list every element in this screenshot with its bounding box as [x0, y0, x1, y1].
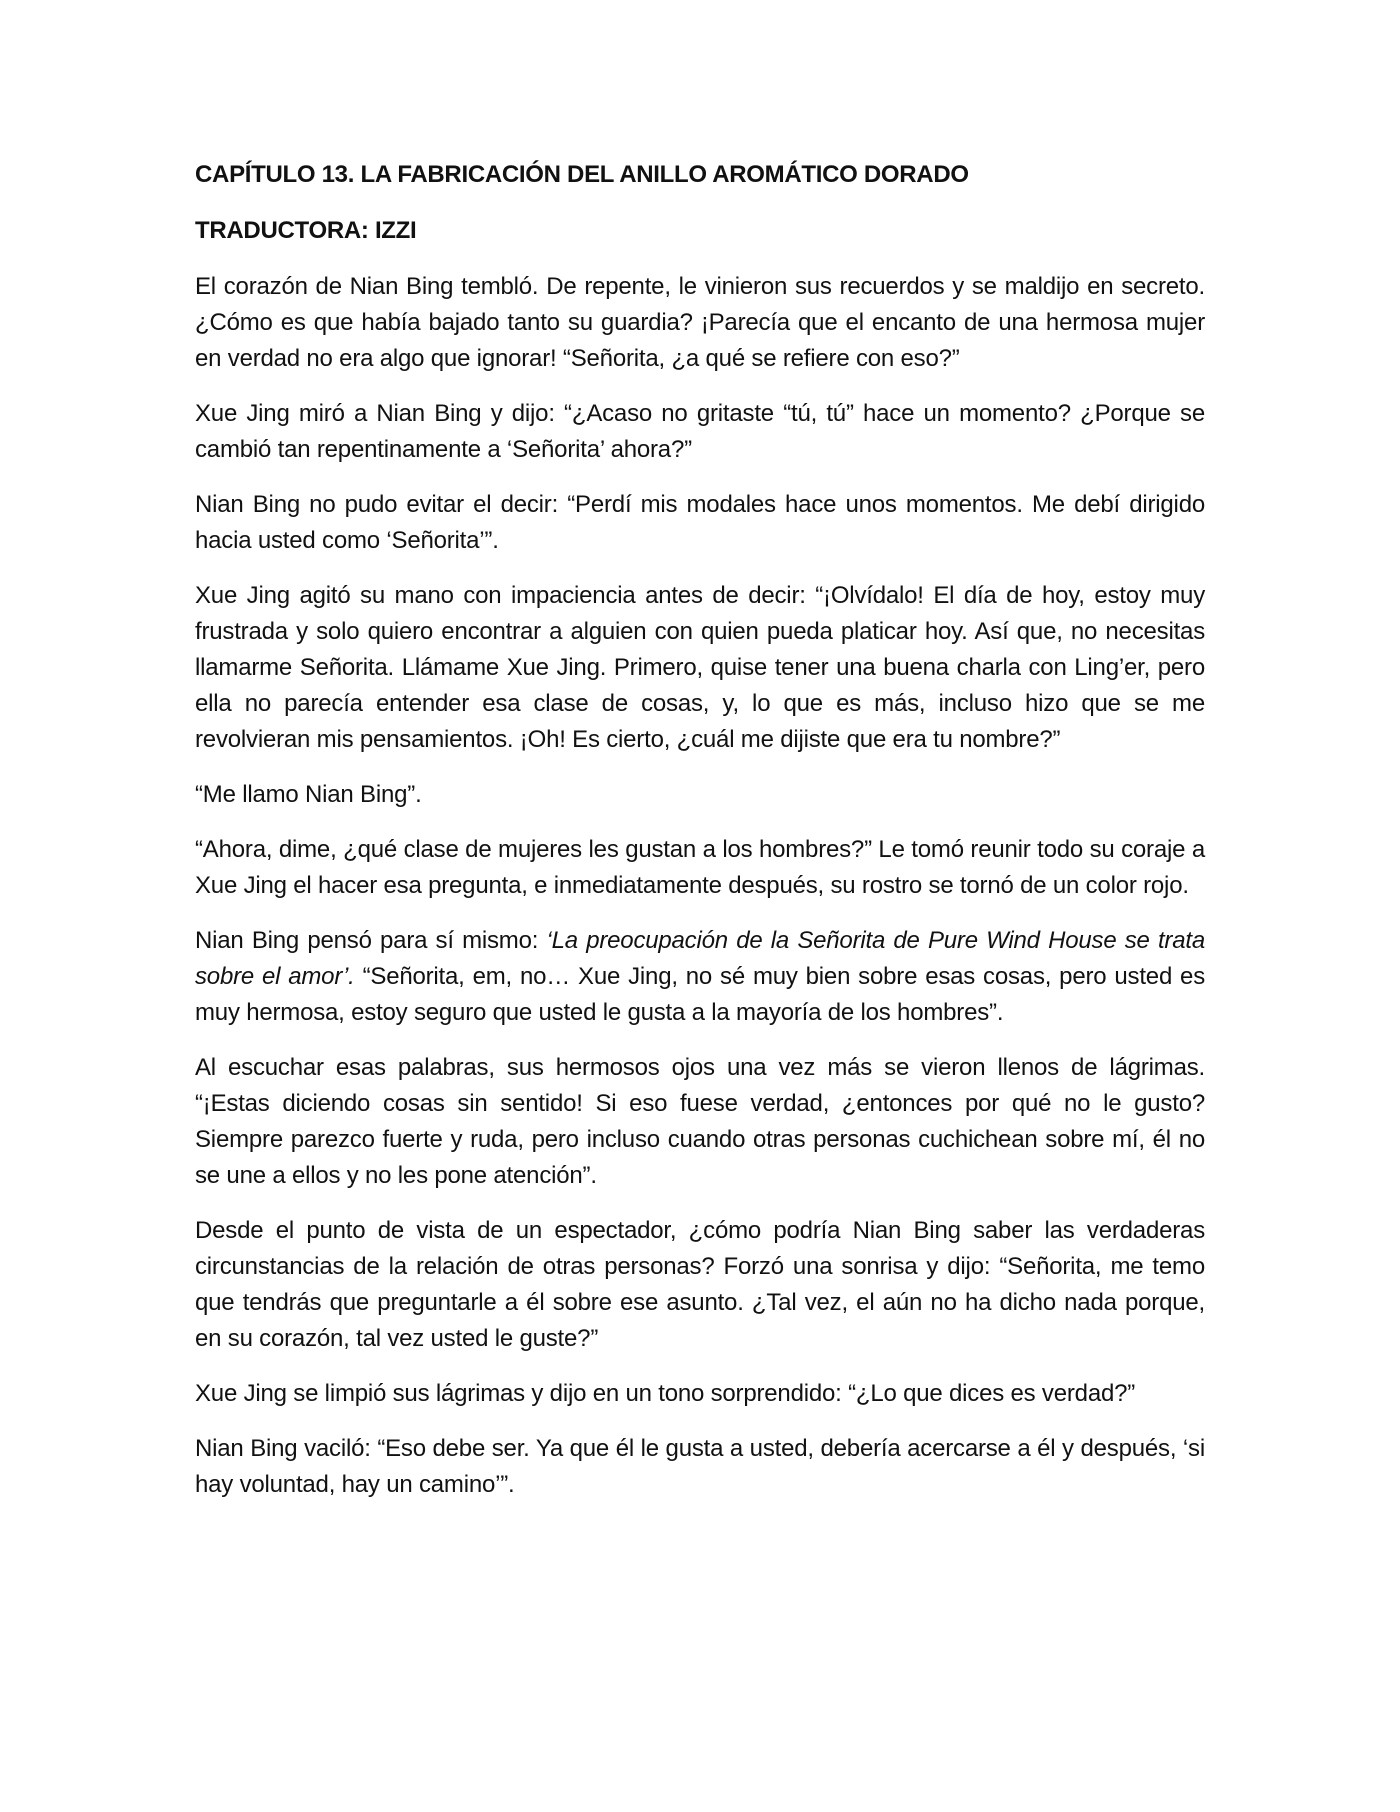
paragraph-text: “Señorita, em, no… Xue Jing, no sé muy bien sobre esas cosas, pero usted es muy hermosa, estoy seguro que usted le gusta a la mayoría de los hombres”. [195, 963, 1206, 1026]
translator-credit: TRADUCTORA: IZZI [195, 217, 417, 244]
paragraph: Xue Jing miró a Nian Bing y dijo: “¿Acaso no gritaste “tú, tú” hace un momento? ¿Porque se cambió tan repentinamente a ‘Señorita’ ahora?” [195, 400, 1205, 463]
italic-thought: ‘La preocupación de la Señorita de Pure Wind House se trata sobre el amor’. [195, 927, 1205, 990]
paragraph: Xue Jing agitó su mano con impaciencia antes de decir: “¡Olvídalo! El día de hoy, estoy muy frustrada y solo quiero encontrar a alguien con quien pueda platicar hoy. Así que, no necesitas llamarme Señorita. Llámame Xue Jing. Primero, quise tener una buena charla con Ling’er, pero ella no parecía entender esa clase de cosas, y, lo que es más, incluso hizo que se me revolvieran mis pensamientos. ¡Oh! Es cierto, ¿cuál me dijiste que era tu nombre?” [195, 582, 1205, 753]
paragraph: Desde el punto de vista de un espectador, ¿cómo podría Nian Bing saber las verdaderas circunstancias de la relación de otras personas? Forzó una sonrisa y dijo: “Señorita, me temo que tendrás que preguntarle a él sobre ese asunto. ¿Tal vez, el aún no ha dicho nada porque, en su corazón, tal vez usted le guste?” [195, 1217, 1205, 1352]
paragraph: El corazón de Nian Bing tembló. De repente, le vinieron sus recuerdos y se maldijo en secreto. ¿Cómo es que había bajado tanto su guardia? ¡Parecía que el encanto de una hermosa mujer en verdad no era algo que ignorar! “Señorita, ¿a qué se refiere con eso?” [195, 273, 1205, 372]
document-page [195, 157, 1205, 1522]
paragraph-text: Nian Bing pensó para sí mismo: [195, 927, 547, 954]
paragraph: “Me llamo Nian Bing”. [195, 781, 422, 808]
paragraph: “Ahora, dime, ¿qué clase de mujeres les gustan a los hombres?” Le tomó reunir todo su coraje a Xue Jing el hacer esa pregunta, e inmediatamente después, su rostro se tornó de un color rojo. [195, 836, 1205, 899]
paragraph-with-italic [195, 923, 1205, 1031]
paragraph: Al escuchar esas palabras, sus hermosos ojos una vez más se vieron llenos de lágrimas. “¡Estas diciendo cosas sin sentido! Si eso fuese verdad, ¿entonces por qué no le gusto? Siempre parezco fuerte y ruda, pero incluso cuando otras personas cuchichean sobre mí, él no se une a ellos y no les pone atención”. [195, 1054, 1205, 1189]
paragraph: Xue Jing se limpió sus lágrimas y dijo en un tono sorprendido: “¿Lo que dices es verdad?” [195, 1380, 1136, 1407]
paragraph: Nian Bing vaciló: “Eso debe ser. Ya que él le gusta a usted, debería acercarse a él y después, ‘si hay voluntad, hay un camino’”. [195, 1435, 1205, 1498]
chapter-title: CAPÍTULO 13. LA FABRICACIÓN DEL ANILLO AROMÁTICO DORADO [195, 161, 969, 188]
paragraph: Nian Bing no pudo evitar el decir: “Perdí mis modales hace unos momentos. Me debí dirigido hacia usted como ‘Señorita’”. [195, 491, 1205, 554]
